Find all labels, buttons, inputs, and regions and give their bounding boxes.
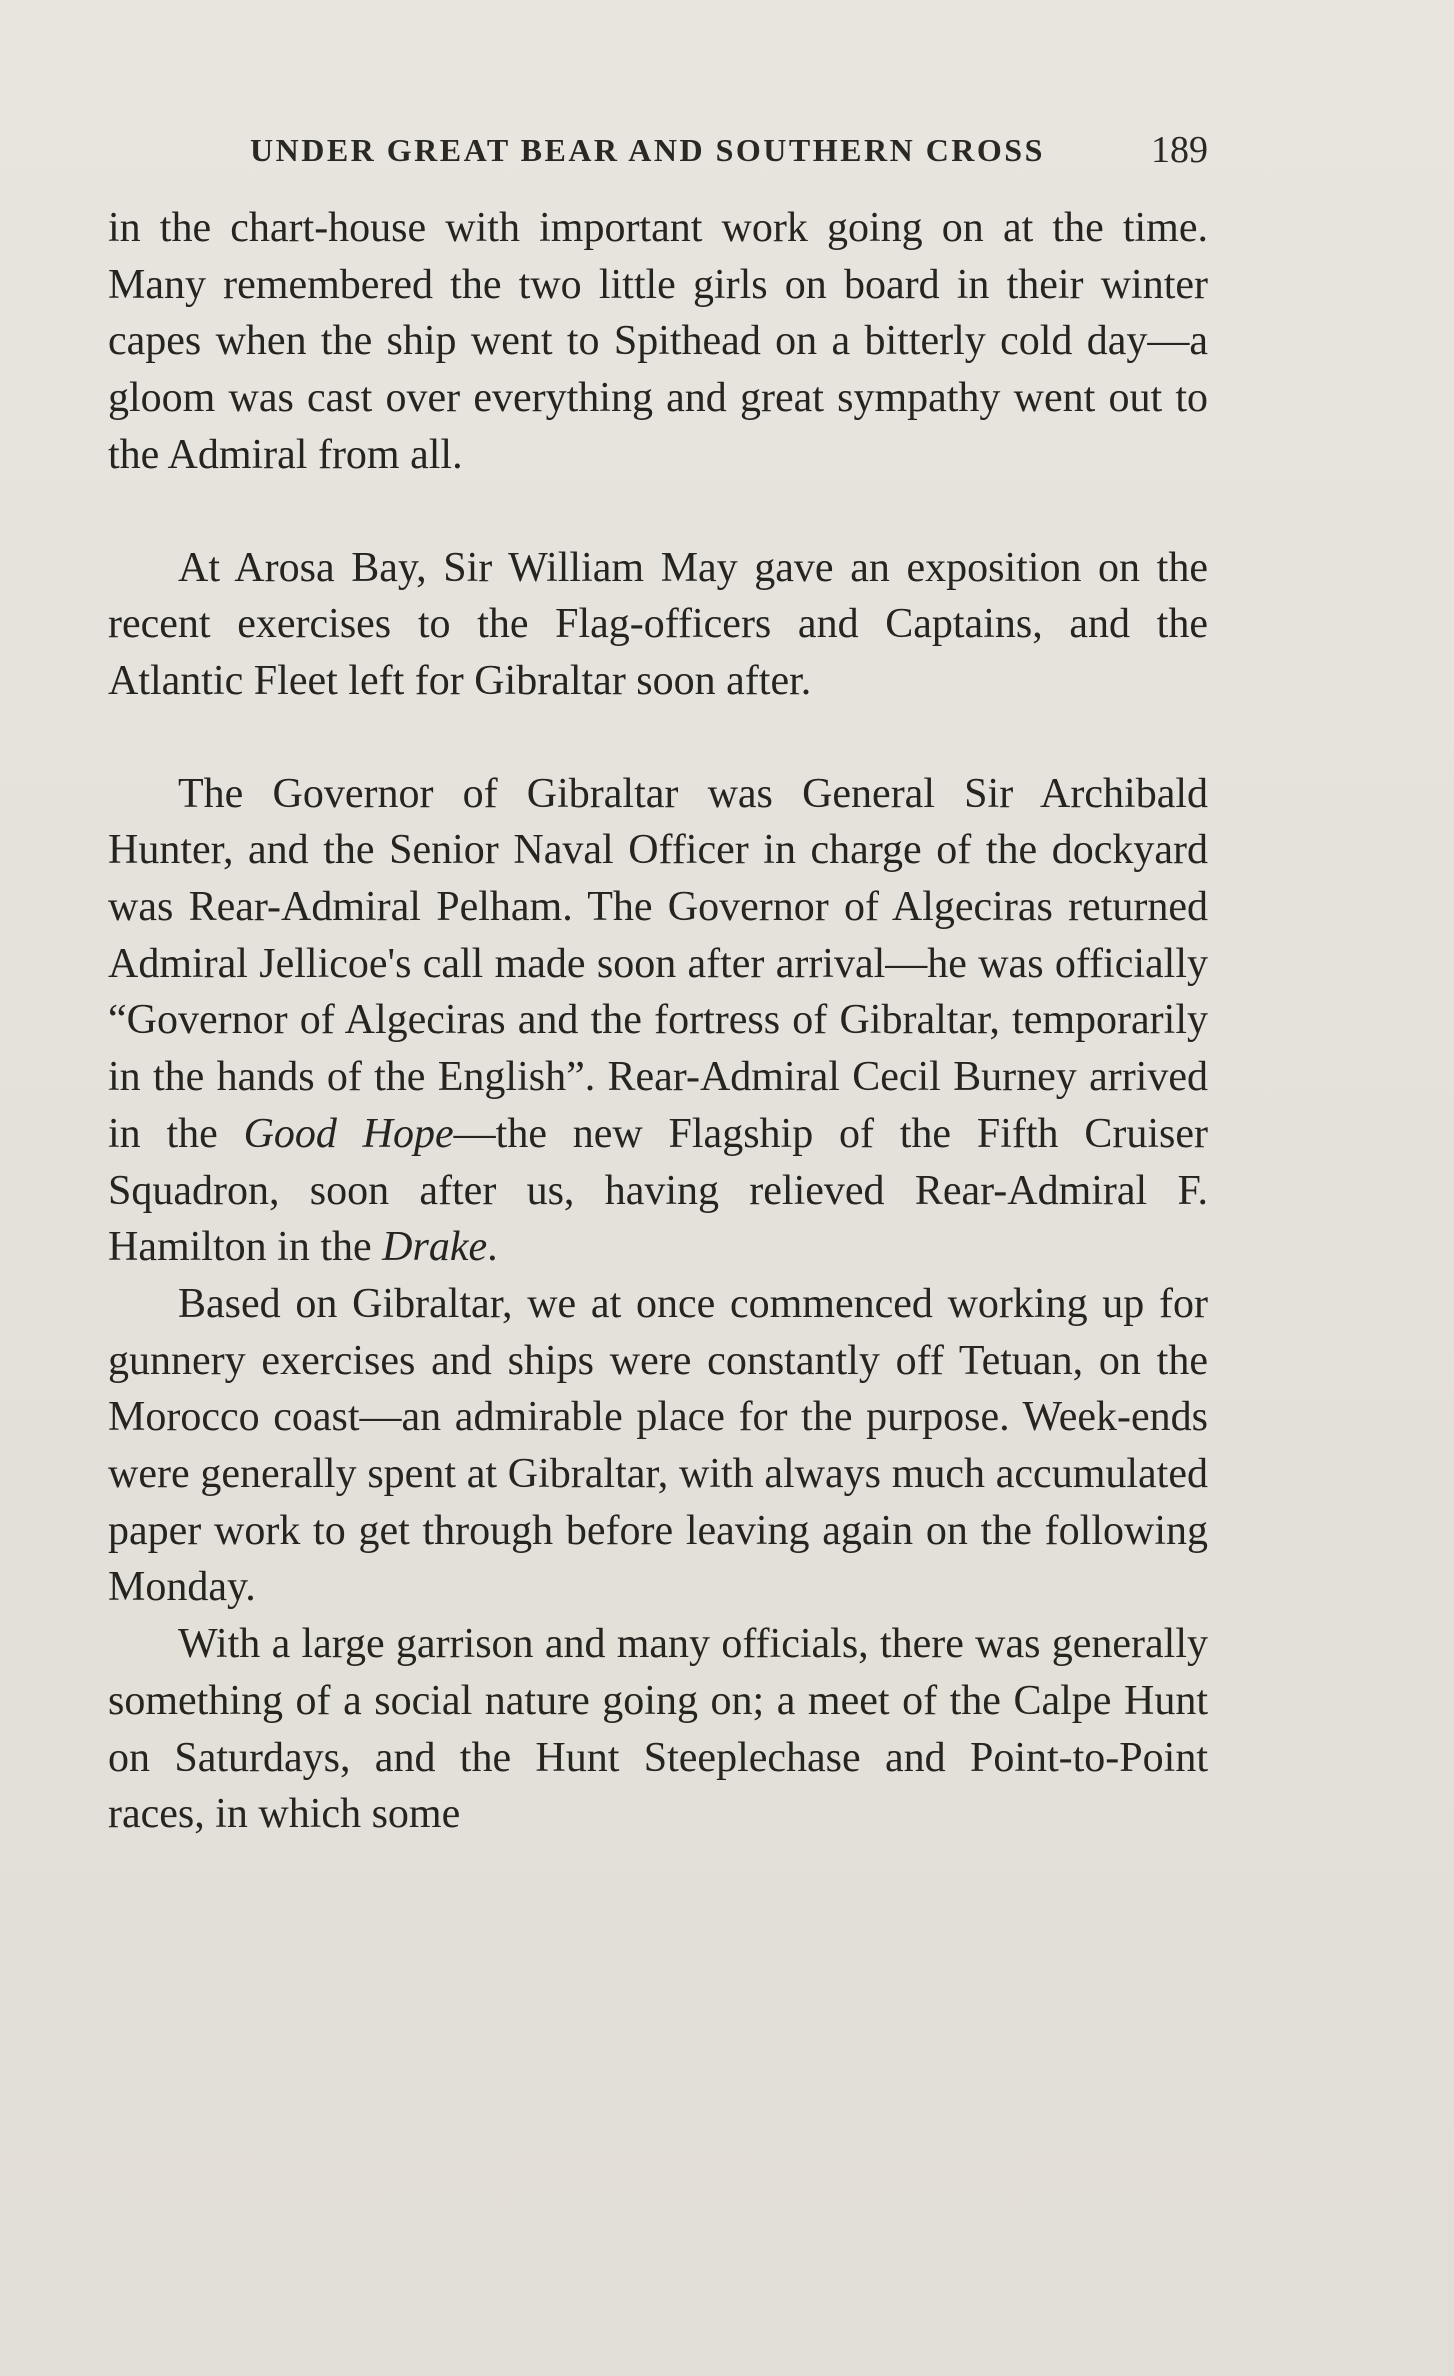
page-number: 189 — [1151, 129, 1208, 171]
running-head — [108, 128, 1208, 178]
paragraph-arosa-bay: At Arosa Bay, Sir William May gave an exposition on the recent exercises to the Flag-officers and Captains, and the Atlantic Fleet left for Gibraltar soon after. — [108, 544, 1208, 704]
ship-name-good-hope: Good Hope — [243, 1110, 454, 1157]
running-title: UNDER GREAT BEAR AND SOUTHERN CROSS — [250, 132, 1045, 168]
paragraph-text: The Governor of Gibraltar was General Sir Archibald Hunter, and the Senior Naval Officer in charge of the dockyard was Rear-Admiral Pelham. The Governor of Algeciras returned Admiral Jellicoe's call made soon after arrival—he was officially “Governor of Algeciras and the fortress of Gibraltar, temporarily in the hands of the English”. Rear-Admiral Cecil Burney arrived in the — [108, 770, 1208, 1157]
paragraph-text: . — [487, 1224, 498, 1271]
paragraph-chart-house: in the chart-house with important work going on at the time. Many remembered the two little girls on board in their winter capes when the ship went to Spithead on a bitterly cold day—a gloom was cast over everything and great sympathy went out to the Admiral from all. — [108, 205, 1208, 478]
paragraph-text: —the new Flagship of the Fifth Cruiser Squadron, soon after us, having relieved Rear-Admiral F. Hamilton in the — [108, 1110, 1208, 1271]
paragraph-governor-gibraltar — [108, 766, 1208, 1276]
ship-name-drake: Drake — [382, 1224, 488, 1271]
paragraph-large-garrison: With a large garrison and many officials, there was generally something of a social nature going on; a meet of the Calpe Hunt on Saturdays, and the Hunt Steeplechase and Point-to-Point races, in which some — [108, 1621, 1208, 1838]
body-text — [108, 200, 1208, 1843]
paragraph-based-on-gibraltar: Based on Gibraltar, we at once commenced working up for gunnery exercises and ships were constantly off Tetuan, on the Morocco coast—an admirable place for the purpose. Week-ends were generally spent at Gibraltar, with always much accumulated paper work to get through before leaving again on the following Monday. — [108, 1280, 1208, 1611]
